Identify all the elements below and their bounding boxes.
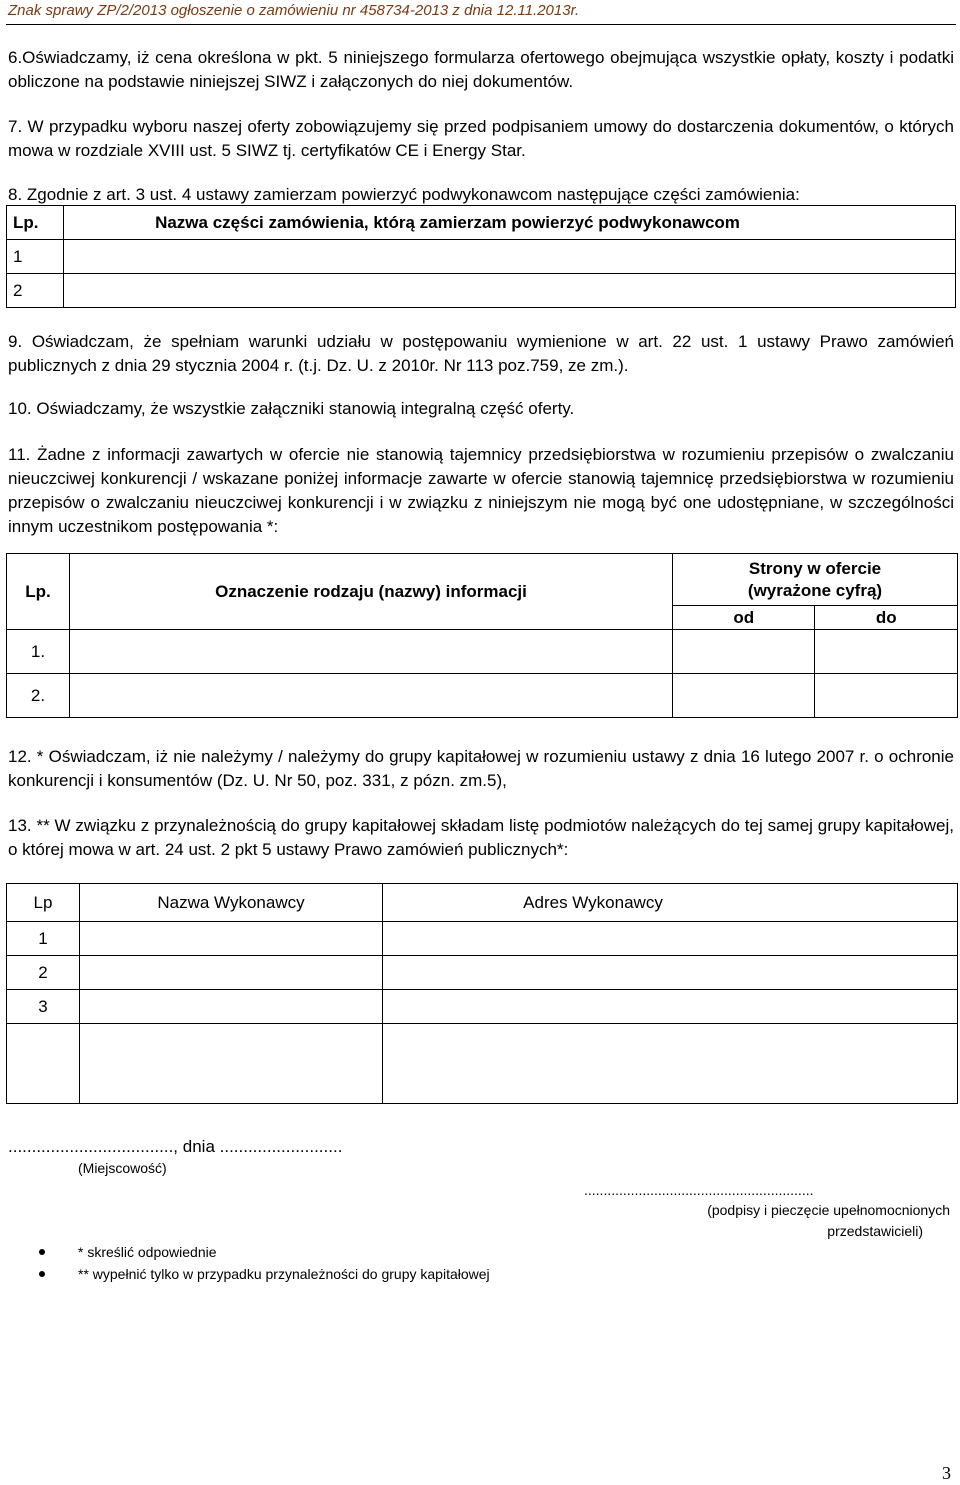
contractor-name-cell[interactable] — [80, 990, 383, 1024]
subcontract-parts-table — [6, 205, 956, 308]
page-number: 3 — [942, 1463, 951, 1483]
contractor-name-cell[interactable] — [80, 956, 383, 990]
row-number: 1 — [7, 922, 80, 956]
place-caption: (Miejscowość) — [78, 1160, 167, 1176]
document-reference-header: Znak sprawy ZP/2/2013 ogłoszenie o zamówieniu nr 458734-2013 z dnia 12.11.2013r. — [8, 2, 580, 19]
pages-header-line-1: Strony w ofercie — [748, 558, 882, 578]
table-row — [7, 990, 958, 1024]
paragraph-13: 13. ** W związku z przynależnością do grupy kapitałowej składam listę podmiotów należących do tej samej grupy kapitałowej, o której mowa w art. 24 ust. 2 pkt 5 ustawy Prawo zamówień publicznych*: — [8, 816, 954, 859]
bullet-icon — [39, 1271, 45, 1277]
table-row — [7, 274, 956, 308]
column-header-pages — [673, 554, 958, 606]
contractor-name-cell[interactable] — [80, 1024, 383, 1104]
column-header-part-name: Nazwa części zamówienia, którą zamierzam powierzyć podwykonawcom — [64, 206, 956, 240]
info-name-cell[interactable] — [70, 674, 673, 718]
column-header-lp: Lp. — [7, 206, 64, 240]
table-header-row — [7, 554, 958, 606]
page-from-cell[interactable] — [673, 630, 815, 674]
table-row-empty — [7, 1024, 958, 1104]
column-header-from: od — [673, 606, 815, 630]
paragraph-6: 6.Oświadczamy, iż cena określona w pkt. 5 niniejszego formularza ofertowego obejmująca wszystkie opłaty, koszty i podatki obliczone na podstawie niniejszej SIWZ i załączonych do niej dokumentów. — [8, 48, 954, 91]
row-number: 2 — [7, 274, 64, 308]
table-row — [7, 956, 958, 990]
paragraph-7: 7. W przypadku wyboru naszej oferty zobowiązujemy się przed podpisaniem umowy do dostarczenia dokumentów, o których mowa w rozdziale XVIII ust. 5 SIWZ tj. certyfikatów CE i Energy Star. — [8, 117, 954, 160]
table-row — [7, 922, 958, 956]
row-number: 3 — [7, 990, 80, 1024]
note-1: * skreślić odpowiednie — [78, 1244, 217, 1260]
column-header-lp: Lp. — [7, 554, 70, 630]
paragraph-12: 12. * Oświadczam, iż nie należymy / należymy do grupy kapitałowej w rozumieniu ustawy z dnia 16 lutego 2007 r. o ochronie konkurencji i konsumentów (Dz. U. Nr 50, poz. 331, z pózn. zm.5), — [8, 747, 954, 790]
empty-cell — [7, 1024, 80, 1104]
signature-caption-line-2: przedstawicieli) — [827, 1223, 923, 1239]
part-name-cell[interactable] — [64, 274, 956, 308]
pages-header-line-2: (wyrażone cyfrą) — [747, 580, 883, 600]
paragraph-11: 11. Żadne z informacji zawartych w ofercie nie stanowią tajemnicy przedsiębiorstwa w rozumieniu przepisów o zwalczaniu nieuczciwej konkurencji / wskazane poniżej informacje zawarte w ofercie stanowią tajemnicę przedsiębiorstwa w rozumieniu przepisów o zwalczaniu nieuczciwej konkurencji i w związku z niniejszym nie mogą być one udostępniane, w szczególności innym uczestnikom postępowania *: — [8, 445, 954, 536]
table-header-row — [7, 206, 956, 240]
paragraph-9: 9. Oświadczam, że spełniam warunki udziału w postępowaniu wymienione w art. 22 ust. 1 ustawy Prawo zamówień publicznych z dnia 29 stycznia 2004 r. (t.j. Dz. U. z 2010r. Nr 113 poz.759, ze zm.). — [8, 332, 954, 375]
bullet-icon — [39, 1249, 45, 1255]
signature-dots: ........................................................... — [584, 1182, 814, 1198]
table-row — [7, 630, 958, 674]
place-date-line: ..................................., dnia .......................... — [8, 1137, 343, 1156]
table-row — [7, 674, 958, 718]
column-header-contractor-name: Nazwa Wykonawcy — [80, 884, 383, 922]
page-to-cell[interactable] — [815, 674, 958, 718]
paragraph-10: 10. Oświadczamy, że wszystkie załączniki stanowią integralną część oferty. — [8, 399, 575, 418]
contractor-address-cell[interactable] — [383, 956, 958, 990]
page-to-cell[interactable] — [815, 630, 958, 674]
signature-caption-line-1: (podpisy i pieczęcie upełnomocnionych — [707, 1202, 950, 1218]
capital-group-table — [6, 883, 958, 1104]
column-header-contractor-address: Adres Wykonawcy — [383, 884, 958, 922]
row-number: 1 — [7, 240, 64, 274]
table-header-row — [7, 884, 958, 922]
paragraph-8: 8. Zgodnie z art. 3 ust. 4 ustawy zamierzam powierzyć podwykonawcom następujące części zamówienia: — [8, 185, 800, 204]
page-from-cell[interactable] — [673, 674, 815, 718]
column-header-info-name: Oznaczenie rodzaju (nazwy) informacji — [70, 554, 673, 630]
column-header-lp: Lp — [7, 884, 80, 922]
info-name-cell[interactable] — [70, 630, 673, 674]
column-header-to: do — [815, 606, 958, 630]
contractor-name-cell[interactable] — [80, 922, 383, 956]
contractor-address-cell[interactable] — [383, 990, 958, 1024]
contractor-address-cell[interactable] — [383, 922, 958, 956]
row-number: 2 — [7, 956, 80, 990]
header-divider — [6, 24, 956, 25]
row-number: 1. — [7, 630, 70, 674]
part-name-cell[interactable] — [64, 240, 956, 274]
contractor-address-cell[interactable] — [383, 1024, 958, 1104]
confidential-info-table — [6, 553, 958, 718]
note-2: ** wypełnić tylko w przypadku przynależności do grupy kapitałowej — [78, 1266, 490, 1282]
table-row — [7, 240, 956, 274]
row-number: 2. — [7, 674, 70, 718]
